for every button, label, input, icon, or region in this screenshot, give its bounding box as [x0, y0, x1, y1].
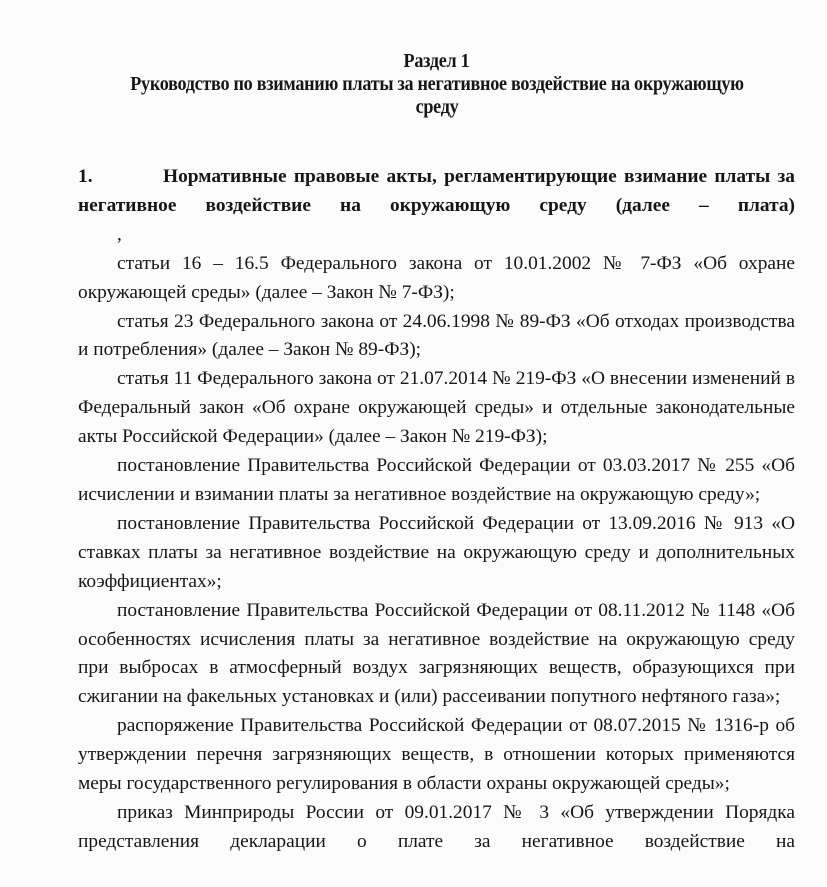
list-item: постановление Правительства Российской Федерации от 08.11.2012 № 1148 «Об особенностях исчисления платы за негативное воздействие на окружающую среду при выбросах в атмосферный воздух загрязняющих веществ, образующихся при сжигании на факельных установках и (или) рассеивании попутного нефтяного газа»;	[78, 599, 795, 708]
section-lead-paragraph	[78, 163, 795, 221]
list-item: постановление Правительства Российской Федерации от 13.09.2016 № 913 «О ставках платы за негативное воздействие на окружающую среду и дополнительных коэффициентах»;	[78, 512, 795, 592]
list-item: статья 23 Федерального закона от 24.06.1998 № 89-ФЗ «Об отходах производства и потребления» (далее – Закон № 89-ФЗ);	[78, 310, 795, 361]
list-item: статья 11 Федерального закона от 21.07.2014 № 219-ФЗ «О внесении изменений в Федеральный закон «Об охране окружающей среды» и отдельные законодательные акты Российской Федерации» (далее – Закон № 219-ФЗ);	[78, 368, 795, 448]
list-item: статьи 16 – 16.5 Федерального закона от 10.01.2002 № 7-ФЗ «Об охране окружающей среды» (далее – Закон № 7-ФЗ);	[78, 252, 795, 303]
list-item: распоряжение Правительства Российской Федерации от 08.07.2015 № 1316-р об утверждении перечня загрязняющих веществ, в отношении которых применяются меры государственного регулирования в области охраны окружающей среды»;	[78, 715, 795, 795]
page-subtitle: Руководство по взиманию платы за негативное воздействие на окружающую среду	[129, 74, 744, 118]
section-lead-orphan-line: ,	[117, 223, 122, 245]
page-title: Раздел 1	[403, 51, 470, 72]
list-item: постановление Правительства Российской Федерации от 03.03.2017 № 255 «Об исчислении и взимании платы за негативное воздействие на окружающую среду»;	[78, 455, 795, 505]
document-title-block	[78, 0, 795, 119]
list-item: приказ Минприроды России от 09.01.2017 № 3 «Об утверждении Порядка представления декларации о плате за негативное воздействие на	[78, 801, 795, 852]
section-number: 1.	[78, 166, 93, 187]
document-body	[78, 163, 795, 857]
section-lead-text: Нормативные правовые акты, регламентирующие взимание платы за негативное воздействие на окружающую среду (далее – плата)	[78, 166, 795, 216]
